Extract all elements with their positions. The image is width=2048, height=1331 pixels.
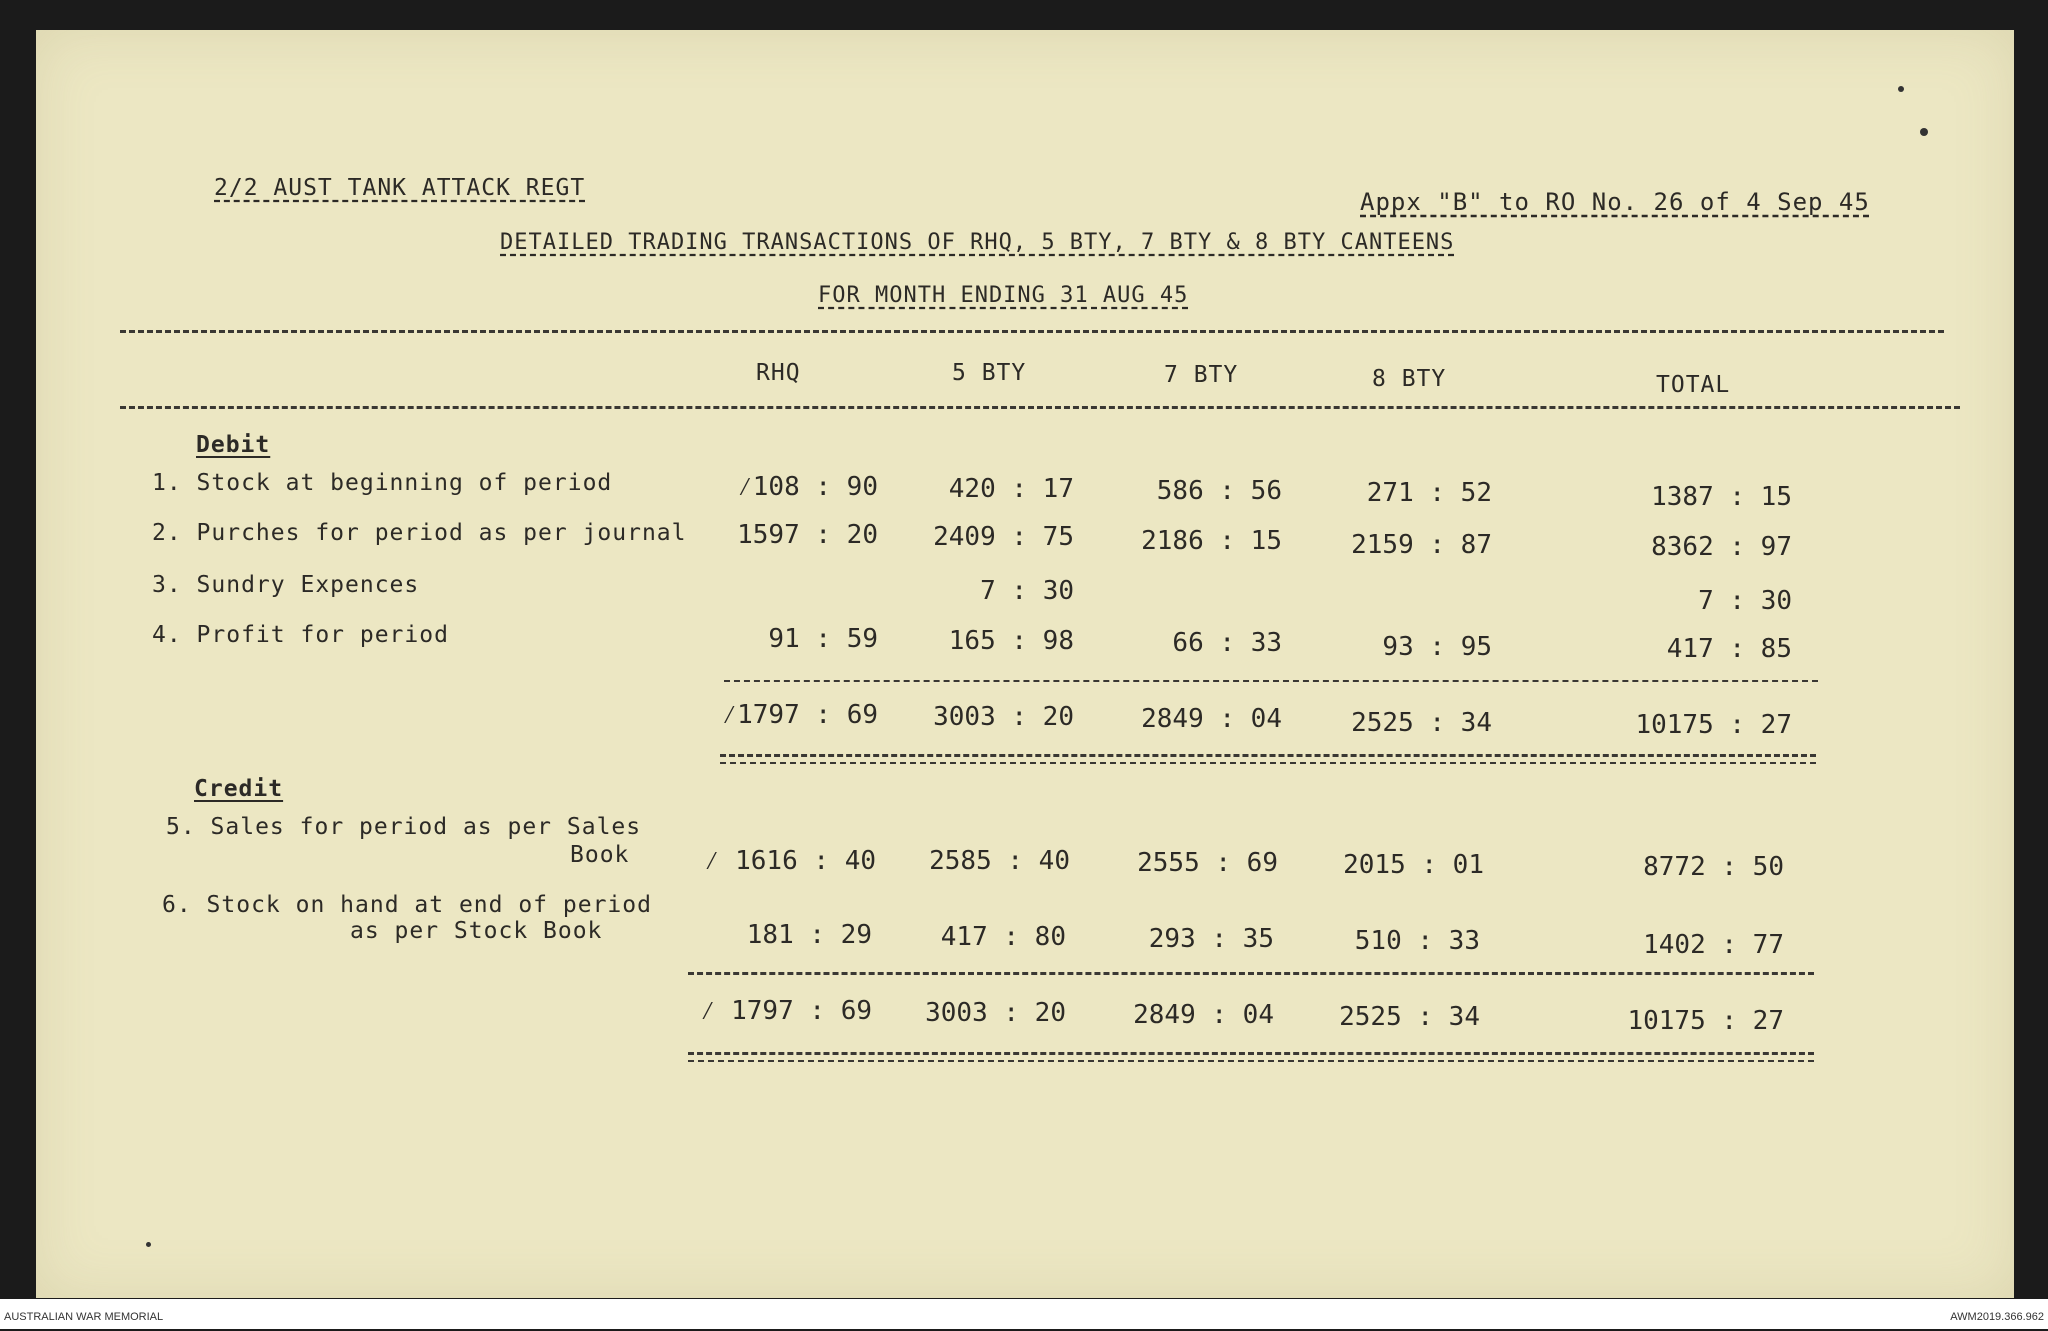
debit-row-2-rhq: 1597 : 20 (737, 520, 878, 550)
debit-row-4-label: 4. Profit for period (152, 622, 449, 648)
credit-total-total: 10175 : 27 (1627, 1006, 1784, 1036)
column-header-total: TOTAL (1656, 372, 1731, 398)
credit-row-5-label: 5. Sales for period as per Sales (166, 814, 642, 840)
credit-row-6-7bty: 293 : 35 (1148, 924, 1274, 954)
document-page (36, 30, 2014, 1298)
footer-accession-id: AWM2019.366.962 (1950, 1311, 2044, 1323)
debit-label: Debit (196, 432, 271, 458)
credit-row-5-7bty: 2555 : 69 (1137, 848, 1278, 878)
column-header-5bty: 5 BTY (952, 360, 1027, 386)
ink-mark (1920, 128, 1928, 136)
footer-source: AUSTRALIAN WAR MEMORIAL (4, 1311, 164, 1323)
debit-row-1-7bty: 586 : 56 (1156, 476, 1282, 506)
debit-row-1-5bty: 420 : 17 (948, 474, 1074, 504)
debit-row-1-rhq: ⁄108 : 90 (737, 472, 878, 502)
credit-total-8bty: 2525 : 34 (1339, 1002, 1480, 1032)
credit-row-5-label-cont: Book (570, 842, 630, 868)
document-subtitle: FOR MONTH ENDING 31 AUG 45 (818, 283, 1189, 308)
document-title: DETAILED TRADING TRANSACTIONS OF RHQ, 5 BTY, 7 BTY & 8 BTY CANTEENS (500, 230, 1455, 255)
credit-total-rhq: ⁄ 1797 : 69 (699, 996, 872, 1026)
debit-row-1-label: 1. Stock at beginning of period (152, 470, 613, 496)
credit-row-6-label-cont: as per Stock Book (350, 918, 603, 944)
ink-mark (1898, 86, 1904, 92)
debit-total-total: 10175 : 27 (1635, 710, 1792, 740)
debit-row-1-8bty: 271 : 52 (1366, 478, 1492, 508)
credit-row-5-total: 8772 : 50 (1643, 852, 1784, 882)
debit-row-4-rhq: 91 : 59 (768, 624, 878, 654)
footer-bar (0, 1299, 2048, 1329)
debit-row-4-8bty: 93 : 95 (1382, 632, 1492, 662)
debit-total-7bty: 2849 : 04 (1141, 704, 1282, 734)
debit-total-rhq: ⁄1797 : 69 (721, 700, 878, 730)
credit-row-5-8bty: 2015 : 01 (1343, 850, 1484, 880)
debit-row-2-total: 8362 : 97 (1651, 532, 1792, 562)
credit-total-double-rule-1 (688, 1052, 1814, 1055)
credit-row-6-label: 6. Stock on hand at end of period (162, 892, 652, 918)
credit-row-6-total: 1402 : 77 (1643, 930, 1784, 960)
credit-row-6-8bty: 510 : 33 (1354, 926, 1480, 956)
ink-mark (146, 1242, 151, 1247)
credit-total-5bty: 3003 : 20 (925, 998, 1066, 1028)
debit-total-8bty: 2525 : 34 (1351, 708, 1492, 738)
debit-row-2-7bty: 2186 : 15 (1141, 526, 1282, 556)
debit-row-3-5bty: 7 : 30 (980, 576, 1074, 606)
column-header-rhq: RHQ (756, 360, 801, 386)
debit-row-4-total: 417 : 85 (1666, 634, 1792, 664)
header-rule-top (120, 330, 1944, 333)
column-header-8bty: 8 BTY (1372, 366, 1447, 392)
appendix-reference: Appx "B" to RO No. 26 of 4 Sep 45 (1360, 188, 1870, 216)
header-rule-bottom (120, 406, 1960, 409)
credit-label: Credit (194, 776, 284, 802)
credit-total-7bty: 2849 : 04 (1133, 1000, 1274, 1030)
debit-subtotal-rule (724, 680, 1818, 682)
credit-total-double-rule-2 (688, 1060, 1814, 1062)
debit-row-4-7bty: 66 : 33 (1172, 628, 1282, 658)
debit-row-2-8bty: 2159 : 87 (1351, 530, 1492, 560)
debit-row-3-label: 3. Sundry Expences (152, 572, 420, 598)
debit-row-3-total: 7 : 30 (1698, 586, 1792, 616)
debit-total-5bty: 3003 : 20 (933, 702, 1074, 732)
debit-row-4-5bty: 165 : 98 (948, 626, 1074, 656)
debit-row-2-5bty: 2409 : 75 (933, 522, 1074, 552)
column-header-7bty: 7 BTY (1164, 362, 1239, 388)
unit-name: 2/2 AUST TANK ATTACK REGT (214, 175, 586, 201)
credit-row-6-5bty: 417 : 80 (940, 922, 1066, 952)
debit-total-double-rule-2 (720, 762, 1816, 764)
debit-row-2-label: 2. Purches for period as per journal (152, 520, 687, 546)
debit-total-double-rule-1 (720, 754, 1816, 757)
credit-subtotal-rule (688, 972, 1814, 975)
credit-row-5-rhq: ⁄ 1616 : 40 (703, 846, 876, 876)
debit-row-1-total: 1387 : 15 (1651, 482, 1792, 512)
credit-row-5-5bty: 2585 : 40 (929, 846, 1070, 876)
credit-row-6-rhq: 181 : 29 (746, 920, 872, 950)
